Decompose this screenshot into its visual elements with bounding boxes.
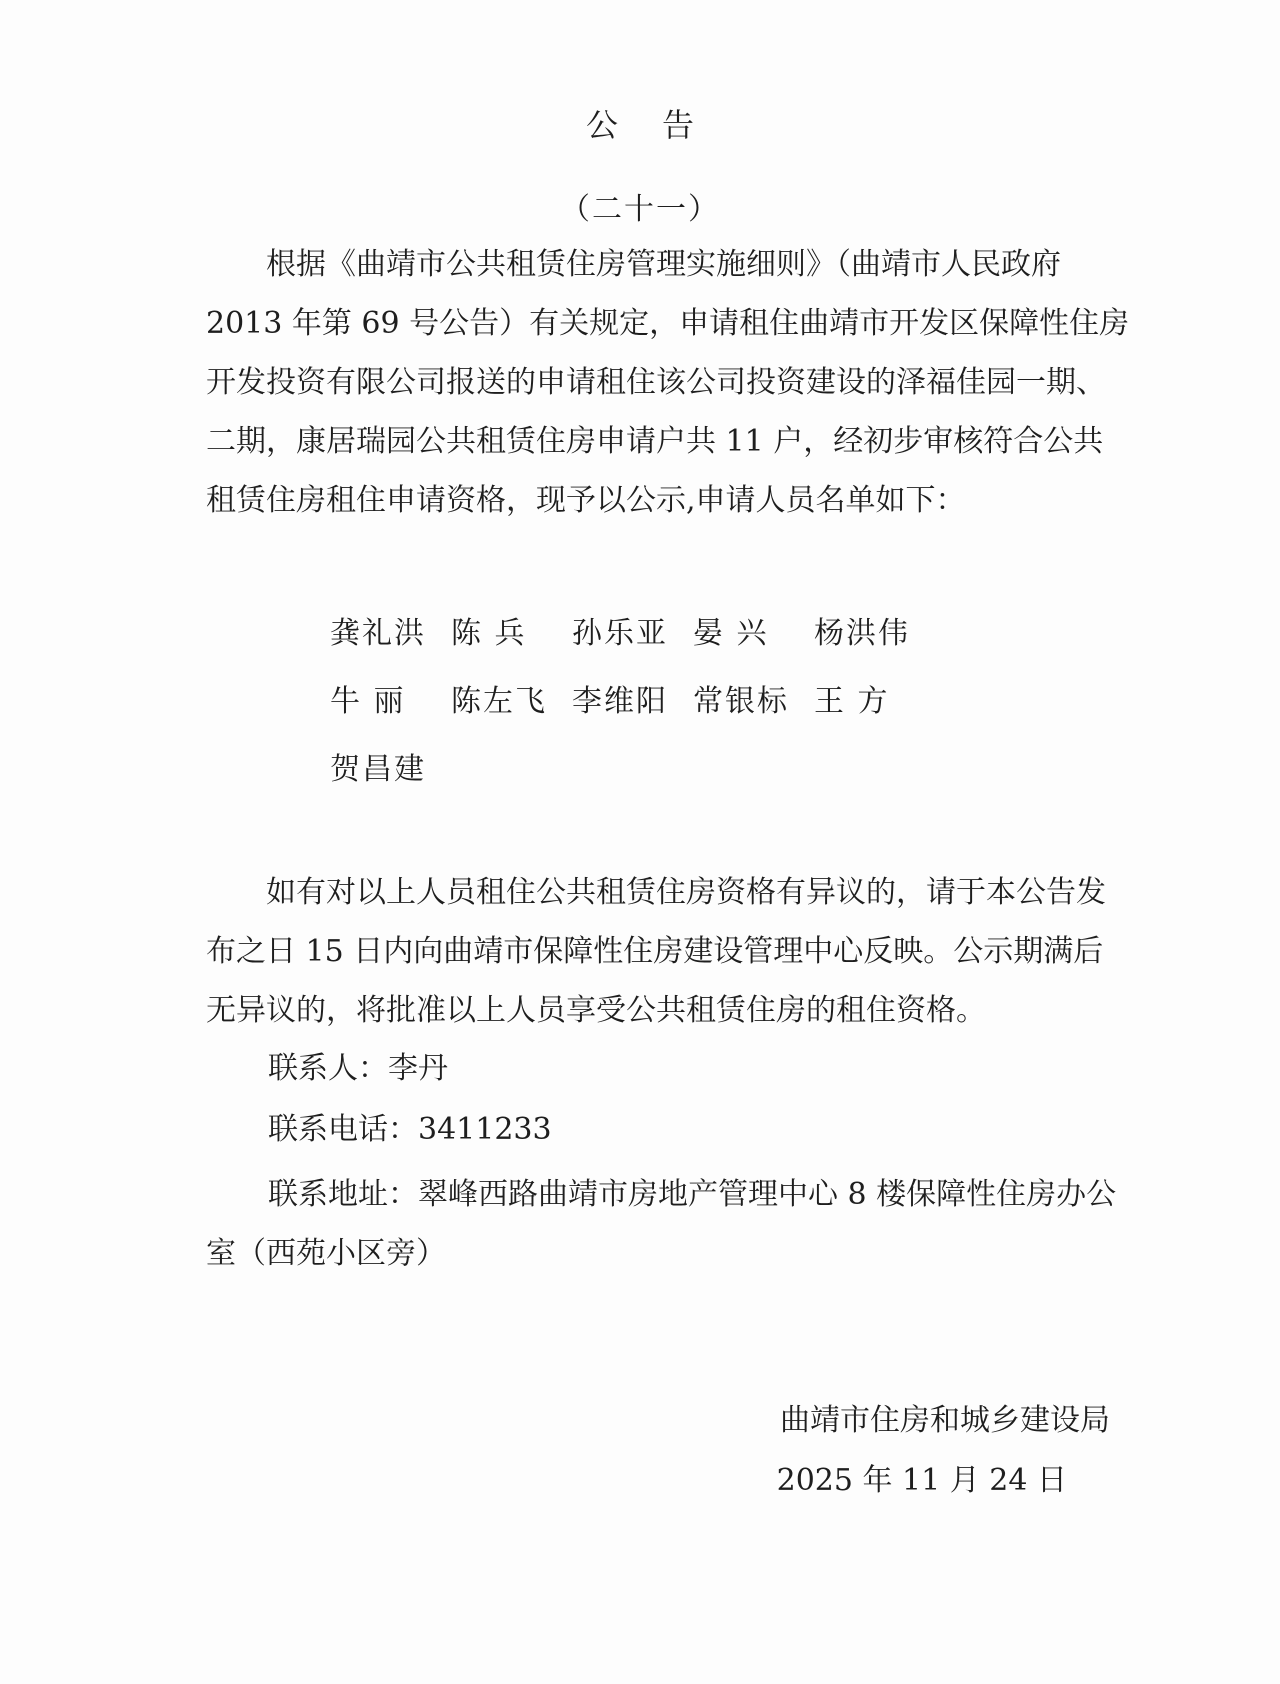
issuer-name: 曲靖市住房和城乡建设局 xyxy=(780,1403,1110,1438)
address-line: 联系地址：翠峰西路曲靖市房地产管理中心 8 楼保障性住房办公 xyxy=(268,1177,1117,1212)
applicant-row xyxy=(330,600,935,668)
applicant-name: 杨洪伟 xyxy=(814,616,910,651)
paragraph-line: 根据《曲靖市公共租赁住房管理实施细则》（曲靖市人民政府 xyxy=(266,247,1061,282)
applicant-name: 陈 兵 xyxy=(451,616,527,651)
applicant-row xyxy=(330,668,935,736)
paragraph-line: 如有对以上人员租住公共租赁住房资格有异议的，请于本公告发 xyxy=(266,875,1106,910)
contact-person: 联系人：李丹 xyxy=(268,1051,448,1086)
issue-date: 2025 年 11 月 24 日 xyxy=(776,1463,1067,1498)
paragraph-line: 租赁住房租住申请资格，现予以公示,申请人员名单如下： xyxy=(206,483,966,518)
paragraph-line: 无异议的，将批准以上人员享受公共租赁住房的租住资格。 xyxy=(206,993,986,1028)
contact-phone: 联系电话：3411233 xyxy=(268,1112,552,1147)
contact-address xyxy=(206,1165,1117,1283)
applicant-name: 常银标 xyxy=(693,684,789,719)
applicant-name: 牛 丽 xyxy=(330,684,406,719)
applicant-name: 孙乐亚 xyxy=(572,616,668,651)
paragraph-line: 开发投资有限公司报送的申请租住该公司投资建设的泽福佳园一期、 xyxy=(206,365,1106,400)
paragraph-line: 布之日 15 日内向曲靖市保障性住房建设管理中心反映。公示期满后 xyxy=(206,934,1104,969)
applicant-name: 陈左飞 xyxy=(451,684,547,719)
applicant-name: 龚礼洪 xyxy=(330,616,426,651)
notice-number: （二十一） xyxy=(560,192,720,227)
paragraph-line: 2013 年第 69 号公告）有关规定，申请租住曲靖市开发区保障性住房 xyxy=(206,306,1130,341)
notice-title: 公告 xyxy=(585,106,738,144)
applicant-name: 晏 兴 xyxy=(693,616,769,651)
address-line: 室（西苑小区旁） xyxy=(206,1236,446,1271)
applicant-list xyxy=(330,600,935,804)
notice-paragraph-objection xyxy=(206,863,1110,1040)
paragraph-line: 二期，康居瑞园公共租赁住房申请户共 11 户，经初步审核符合公共 xyxy=(206,424,1104,459)
applicant-name: 李维阳 xyxy=(572,684,668,719)
applicant-name: 贺昌建 xyxy=(330,752,426,787)
notice-paragraph-intro xyxy=(206,235,1130,530)
applicant-name: 王 方 xyxy=(814,684,890,719)
applicant-row xyxy=(330,736,935,804)
